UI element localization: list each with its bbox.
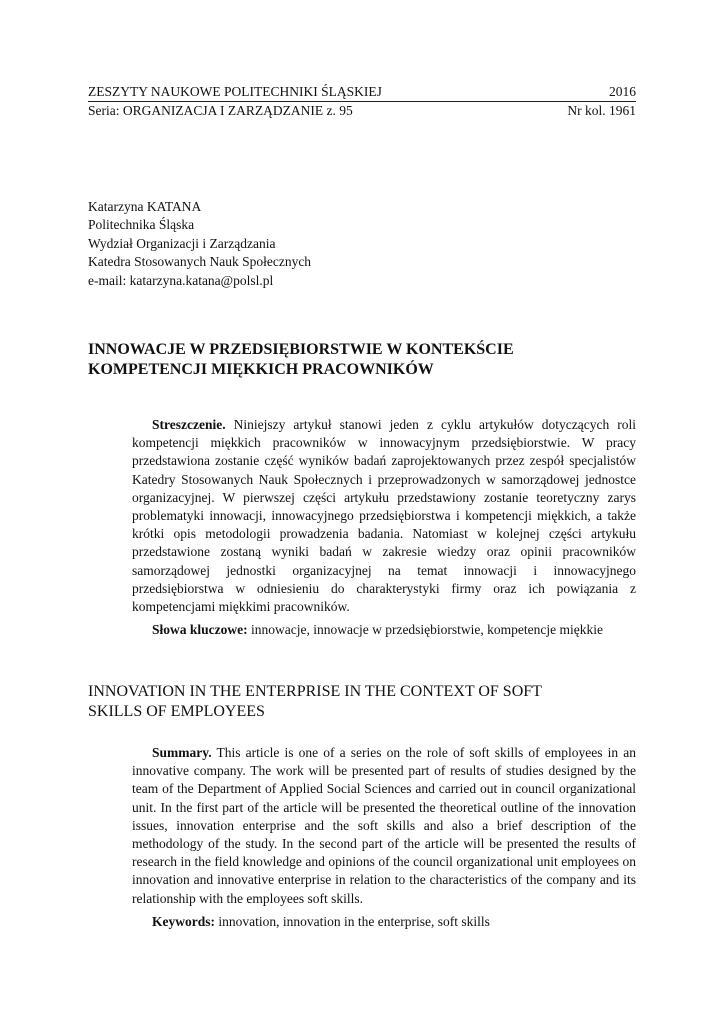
- author-email: e-mail: katarzyna.katana@polsl.pl: [88, 272, 274, 288]
- abstract-polish-paragraph: [132, 416, 636, 616]
- abstract-polish: [132, 416, 636, 616]
- keywords-english-label: Keywords:: [152, 914, 215, 929]
- title-english: [88, 682, 636, 722]
- header-row-journal: [88, 83, 636, 102]
- abstract-english: [132, 744, 636, 908]
- keywords-polish-label: Słowa kluczowe:: [152, 622, 248, 637]
- title-english-line1: INNOVATION IN THE ENTERPRISE IN THE CONTEXT OF SOFT: [88, 683, 542, 700]
- author-block: [88, 198, 311, 290]
- title-polish-line1: INNOWACJE W PRZEDSIĘBIORSTWIE W KONTEKŚCIE: [88, 341, 514, 358]
- keywords-polish: [152, 621, 636, 639]
- title-polish-line2: KOMPETENCJI MIĘKKICH PRACOWNIKÓW: [88, 361, 434, 378]
- abstract-polish-label: Streszczenie.: [152, 417, 226, 432]
- title-english-line2: SKILLS OF EMPLOYEES: [88, 703, 265, 720]
- author-name: Katarzyna KATANA: [88, 199, 202, 214]
- journal-year: 2016: [609, 84, 636, 99]
- keywords-english: [152, 913, 636, 931]
- journal-header: [88, 83, 636, 119]
- keywords-polish-text: innowacje, innowacje w przedsiębiorstwie, kompetencje miękkie: [247, 622, 604, 637]
- journal-series: Seria: ORGANIZACJA I ZARZĄDZANIE z. 95: [88, 103, 353, 118]
- journal-name: ZESZYTY NAUKOWE POLITECHNIKI ŚLĄSKIEJ: [88, 84, 382, 99]
- abstract-polish-text: Niniejszy artykuł stanowi jeden z cyklu artykułów dotyczących roli kompetencji miękkich pracowników w innowacyjnym przedsiębiorstwie. W pracy przedstawiona zostanie część wyników badań zaprojektowanych przez zespół specjalistów Katedry Stosowanych Nauk Społecznych i przeprowadzonych w samorządowej jednostce organizacyjnej. W pierwszej części artykułu przedstawiony zostanie teoretyczny zarys problematyki innowacji, innowacyjnego przedsiębiorstwa i kompetencji miękkich, a także krótki opis metodologii prowadzenia badania. Natomiast w kolejnej części artykułu przedstawione zostaną wyniki badań w zakresie wiedzy oraz opinii pracowników samorządowej jednostki organizacyjnej na temat innowacji i innowacyjnego przedsiębiorstwa w odniesieniu do charakterystyki firmy oraz ich powiązania z kompetencjami miękkimi pracowników.: [132, 417, 636, 615]
- author-university: Politechnika Śląska: [88, 217, 195, 233]
- title-polish: [88, 340, 636, 380]
- journal-number: Nr kol. 1961: [567, 103, 636, 118]
- author-department: Katedra Stosowanych Nauk Społecznych: [88, 254, 312, 270]
- abstract-english-text: This article is one of a series on the role of soft skills of employees in an innovative company. The work will be presented part of results of studies designed by the team of the Department of Applied Social Sciences and carried out in council organizational unit. In the first part of the article will be presented the theoretical outline of the innovation issues, innovation enterprise and the soft skills and also a brief description of the methodology of the study. In the second part of the article will be presented the results of research in the field knowledge and opinions of the council organizational unit employees on innovation and innovative enterprise in relation to the characteristics of the company and its relationship with the employees soft skills.: [132, 745, 636, 906]
- keywords-english-text: innovation, innovation in the enterprise, soft skills: [215, 914, 490, 929]
- abstract-english-label: Summary.: [152, 745, 212, 760]
- header-row-series: [88, 102, 636, 119]
- abstract-english-paragraph: [132, 744, 636, 908]
- author-faculty: Wydział Organizacji i Zarządzania: [88, 235, 276, 251]
